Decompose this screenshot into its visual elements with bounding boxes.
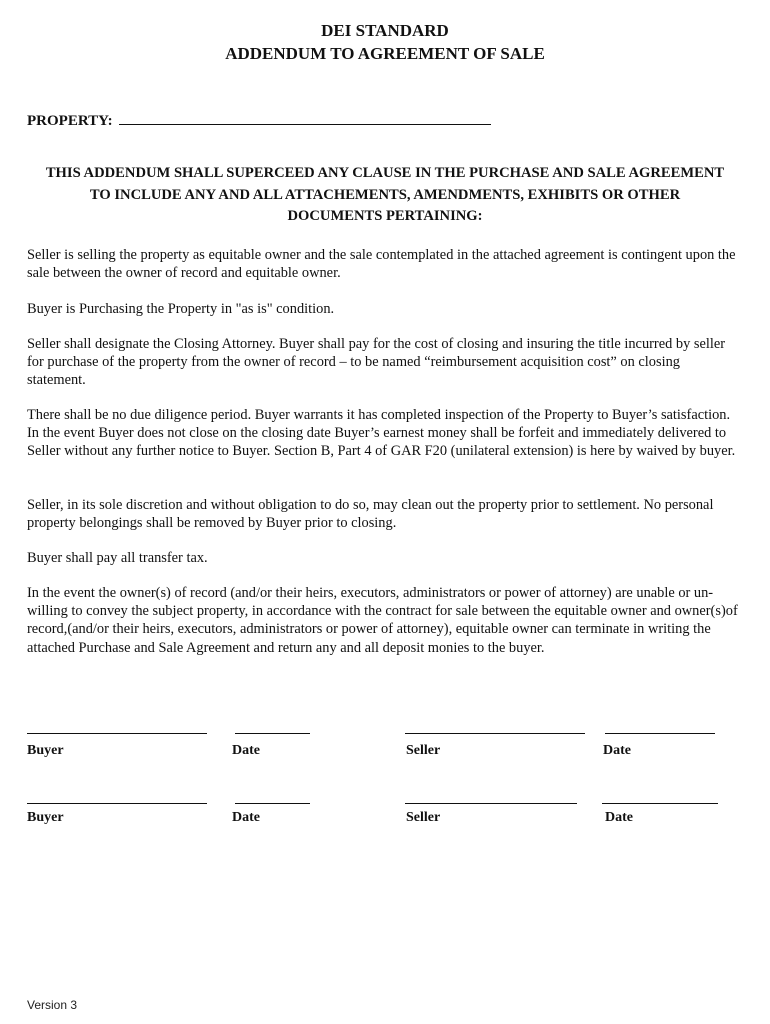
buyer-signature-label: Buyer bbox=[27, 810, 64, 825]
buyer-date-label: Date bbox=[232, 810, 260, 825]
seller-signature-line[interactable] bbox=[405, 803, 577, 804]
property-blank-line[interactable] bbox=[119, 110, 491, 125]
seller-date-label: Date bbox=[603, 743, 631, 758]
buyer-signature-line[interactable] bbox=[27, 803, 207, 804]
paragraph-clean-out: Seller, in its sole discretion and without obligation to do so, may clean out the property prior to settlement. No personal property belongings shall be removed by Buyer prior to closing. bbox=[27, 497, 714, 532]
seller-signature-label: Seller bbox=[406, 743, 441, 758]
paragraph-equitable-owner: Seller is selling the property as equitable owner and the sale contemplated in the attached agreement is contingent upon the sale between the owner of record and equitable owner. bbox=[27, 247, 736, 282]
paragraph-due-diligence: There shall be no due diligence period. Buyer warrants it has completed inspection of the Property to Buyer’s satisfaction. In the event Buyer does not close on the closing date Buyer’s earnest money shall be forfeit and immediately delivered to Seller without any further notice to Buyer. Section B, Part 4 of GAR F20 (unilateral extension) is here by waived by buyer. bbox=[27, 407, 736, 460]
clause-heading-line: TO INCLUDE ANY AND ALL ATTACHEMENTS, AMENDMENTS, EXHIBITS OR OTHER bbox=[89, 186, 681, 203]
buyer-date-label: Date bbox=[232, 743, 260, 758]
seller-date-label: Date bbox=[605, 810, 633, 825]
seller-signature-line[interactable] bbox=[405, 733, 585, 734]
paragraph-closing-attorney: Seller shall designate the Closing Attorney. Buyer shall pay for the cost of closing and insuring the title incurred by seller for purchase of the property from the owner of record – to be named “reimbursement acquisition cost” on closing statement. bbox=[27, 336, 726, 389]
seller-date-line[interactable] bbox=[602, 803, 718, 804]
paragraph-termination: In the event the owner(s) of record (and/or their heirs, executors, administrators or power of attorney) are unable or un-willing to convey the subject property, in accordance with the contract for sale between the equitable owner and owner(s)of record,(and/or their heirs, executors, administrators or power of attorney), equitable owner can terminate in writing the attached Purchase and Sale Agreement and return any and all deposit monies to the buyer. bbox=[27, 585, 738, 656]
buyer-signature-label: Buyer bbox=[27, 743, 64, 758]
buyer-date-line[interactable] bbox=[235, 803, 310, 804]
seller-signature-label: Seller bbox=[406, 810, 441, 825]
buyer-date-line[interactable] bbox=[235, 733, 310, 734]
property-label: PROPERTY: bbox=[27, 113, 113, 129]
version-footer: Version 3 bbox=[27, 998, 78, 1012]
seller-date-line[interactable] bbox=[605, 733, 715, 734]
property-field bbox=[27, 110, 491, 130]
clause-heading-line: DOCUMENTS PERTAINING: bbox=[287, 208, 483, 224]
document-subtitle: ADDENDUM TO AGREEMENT OF SALE bbox=[225, 44, 545, 63]
paragraph-transfer-tax: Buyer shall pay all transfer tax. bbox=[27, 550, 208, 566]
clause-heading bbox=[24, 163, 746, 228]
clause-heading-line: THIS ADDENDUM SHALL SUPERCEED ANY CLAUSE IN THE PURCHASE AND SALE AGREEMENT bbox=[45, 165, 725, 181]
paragraph-as-is: Buyer is Purchasing the Property in "as is" condition. bbox=[27, 301, 335, 317]
document-title: DEI STANDARD bbox=[321, 21, 449, 40]
buyer-signature-line[interactable] bbox=[27, 733, 207, 734]
